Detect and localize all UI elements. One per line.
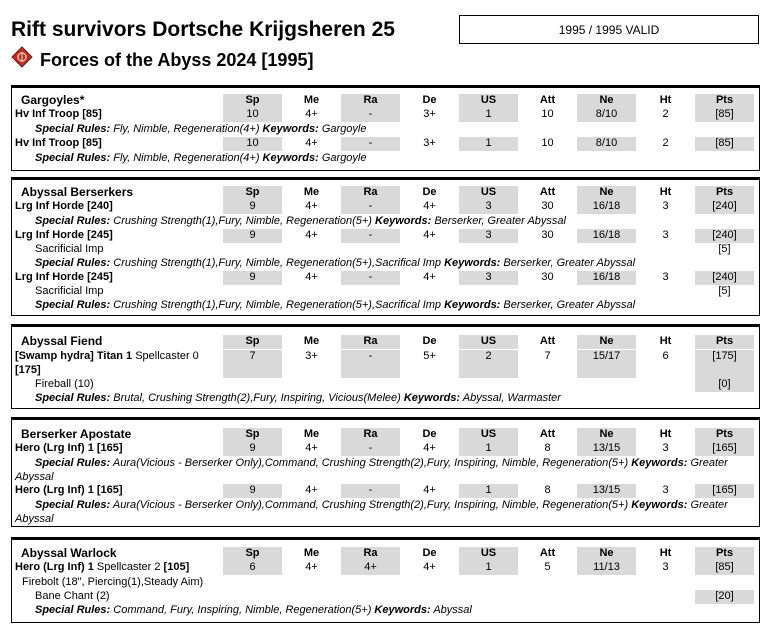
faction-icon bbox=[11, 46, 33, 68]
stat-value-att: 10 bbox=[541, 108, 554, 120]
stat-header-pts: Pts bbox=[695, 94, 754, 108]
keywords-label: Keywords: bbox=[444, 299, 501, 311]
page-title: Rift survivors Dortsche Krijgsheren 25 bbox=[11, 18, 395, 41]
troop-cost: [175] bbox=[15, 364, 41, 376]
stat-value-de: 5+ bbox=[423, 350, 436, 362]
stat-header-att: Att bbox=[539, 94, 556, 106]
unit-row bbox=[12, 604, 759, 618]
special-rules bbox=[35, 299, 635, 312]
keywords-label: Keywords: bbox=[444, 257, 501, 269]
stat-value-sp: 9 bbox=[223, 442, 282, 456]
stat-value-att: 8 bbox=[544, 442, 551, 454]
unit-block bbox=[11, 177, 760, 316]
troop-name: Hv Inf Troop [85] bbox=[15, 108, 102, 120]
unit-row bbox=[12, 299, 759, 313]
troop-name: Hero (Lrg Inf) 1 [165] bbox=[15, 442, 123, 454]
keywords-label: Keywords: bbox=[262, 152, 319, 164]
stat-value-us: 1 bbox=[459, 108, 518, 122]
stat-value-ra: - bbox=[341, 137, 400, 151]
upgrade-cost: [5] bbox=[718, 243, 731, 255]
stat-value-ra: - bbox=[341, 200, 400, 214]
troop-name: Hero (Lrg Inf) 1 Spellcaster 2 [105] bbox=[15, 561, 190, 573]
stat-value-ra: - bbox=[341, 108, 400, 122]
special-rules-label: Special Rules: bbox=[35, 299, 111, 311]
stat-value-att: 30 bbox=[541, 200, 554, 212]
stat-header-sp: Sp bbox=[223, 547, 282, 561]
unit-name: Abyssal Fiend bbox=[21, 334, 103, 348]
stat-header-sp: Sp bbox=[223, 94, 282, 108]
stat-value-de: 3+ bbox=[423, 108, 436, 120]
stat-header-ht: Ht bbox=[659, 547, 672, 559]
stat-value-me: 4+ bbox=[305, 271, 318, 283]
upgrade-item: Bane Chant (2) bbox=[35, 590, 110, 602]
special-rules bbox=[15, 456, 750, 484]
keywords-text: Berserker, Greater Abyssal bbox=[500, 257, 636, 269]
stat-value-me: 4+ bbox=[305, 108, 318, 120]
upgrade-cost: [5] bbox=[718, 285, 731, 297]
stat-header-ra: Ra bbox=[341, 547, 400, 561]
stat-value-us: 1 bbox=[459, 442, 518, 456]
keywords-text: Gargoyle bbox=[318, 123, 367, 135]
special-rules-label: Special Rules: bbox=[35, 123, 111, 135]
stat-value-de: 4+ bbox=[423, 561, 436, 573]
troop-cost: [105] bbox=[163, 561, 190, 573]
stat-value-pts: [165] bbox=[695, 442, 754, 456]
stat-header-us: US bbox=[459, 94, 518, 108]
special-rules-text: Fly, Nimble, Regeneration(4+) bbox=[110, 123, 263, 135]
unit-row bbox=[12, 590, 759, 604]
stat-header-ra: Ra bbox=[341, 94, 400, 108]
stat-header-us: US bbox=[459, 547, 518, 561]
stat-value-ra: - bbox=[341, 350, 400, 378]
unit-row bbox=[12, 285, 759, 299]
special-rules bbox=[35, 604, 472, 617]
unit-name: Berserker Apostate bbox=[21, 427, 132, 441]
stat-value-pts: [240] bbox=[695, 229, 754, 243]
keywords-text: Abyssal bbox=[430, 604, 472, 616]
stat-header-att: Att bbox=[539, 547, 556, 559]
troop-name: Lrg Inf Horde [245] bbox=[15, 229, 113, 241]
stat-value-ne: 16/18 bbox=[577, 229, 636, 243]
stat-header-sp: Sp bbox=[223, 335, 282, 349]
special-rules-text: Aura(Vicious - Berserker Only),Command, Crushing Strength(2),Fury, Inspiring, Nimble, Regeneration(5+) bbox=[110, 457, 632, 469]
stat-value-ne: 13/15 bbox=[577, 442, 636, 456]
stat-value-me: 3+ bbox=[305, 350, 318, 362]
stat-value-sp: 9 bbox=[223, 229, 282, 243]
upgrade-item: Fireball (10) bbox=[35, 378, 94, 390]
stat-header-de: De bbox=[422, 428, 437, 440]
stat-header-ra: Ra bbox=[341, 186, 400, 200]
troop-name: Lrg Inf Horde [240] bbox=[15, 200, 113, 212]
unit-row bbox=[12, 484, 759, 498]
special-rules-text: Aura(Vicious - Berserker Only),Command, Crushing Strength(2),Fury, Inspiring, Nimble, Regeneration(5+) bbox=[110, 499, 632, 511]
troop-name: [Swamp hydra] Titan 1 Spellcaster 0 bbox=[15, 350, 199, 362]
stat-value-de: 4+ bbox=[423, 442, 436, 454]
special-rules-label: Special Rules: bbox=[35, 257, 111, 269]
special-rules-text: Command, Fury, Inspiring, Nimble, Regeneration(5+) bbox=[110, 604, 375, 616]
keywords-text: Greater Abyssal bbox=[15, 457, 728, 483]
stat-header-me: Me bbox=[303, 186, 320, 198]
spellcaster-level: Spellcaster 2 bbox=[93, 561, 164, 573]
unit-header bbox=[12, 335, 759, 349]
unit-name: Gargoyles* bbox=[21, 93, 85, 107]
stat-header-de: De bbox=[422, 94, 437, 106]
stat-header-us: US bbox=[459, 186, 518, 200]
stat-header-pts: Pts bbox=[695, 547, 754, 561]
unit-row bbox=[12, 271, 759, 285]
stat-header-de: De bbox=[422, 547, 437, 559]
stat-header-ht: Ht bbox=[659, 94, 672, 106]
stat-value-att: 7 bbox=[544, 350, 551, 362]
stat-header-sp: Sp bbox=[223, 186, 282, 200]
stat-value-ne: 11/13 bbox=[577, 561, 636, 575]
stat-value-ra: - bbox=[341, 484, 400, 498]
unit-row bbox=[12, 137, 759, 151]
upgrade-item: Firebolt (18", Piercing(1),Steady Aim) bbox=[22, 576, 204, 588]
unit-header bbox=[12, 94, 759, 108]
upgrade-item: Sacrificial Imp bbox=[35, 243, 104, 255]
stat-value-ht: 3 bbox=[662, 484, 669, 496]
stat-value-ra: - bbox=[341, 271, 400, 285]
stat-value-pts: [240] bbox=[695, 271, 754, 285]
stat-header-me: Me bbox=[303, 428, 320, 440]
stat-value-de: 4+ bbox=[423, 200, 436, 212]
upgrade-cost: [20] bbox=[695, 590, 754, 604]
stat-header-ht: Ht bbox=[659, 186, 672, 198]
stat-value-ne: 8/10 bbox=[577, 108, 636, 122]
stat-header-ht: Ht bbox=[659, 428, 672, 440]
stat-value-us: 1 bbox=[459, 137, 518, 151]
special-rules-text: Brutal, Crushing Strength(2),Fury, Inspiring, Vicious(Melee) bbox=[110, 392, 404, 404]
special-rules-text: Crushing Strength(1),Fury, Nimble, Regeneration(5+),Sacrifical Imp bbox=[110, 299, 445, 311]
unit-row bbox=[12, 561, 759, 575]
stat-value-att: 30 bbox=[541, 229, 554, 241]
stat-value-ne: 13/15 bbox=[577, 484, 636, 498]
stat-header-ne: Ne bbox=[577, 94, 636, 108]
stat-value-ht: 2 bbox=[662, 108, 669, 120]
special-rules bbox=[35, 257, 635, 270]
unit-row bbox=[12, 378, 759, 392]
stat-value-us: 3 bbox=[459, 200, 518, 214]
keywords-label: Keywords: bbox=[403, 392, 461, 404]
stat-value-ht: 3 bbox=[662, 229, 669, 241]
stat-header-sp: Sp bbox=[223, 428, 282, 442]
keywords-label: Keywords: bbox=[262, 123, 319, 135]
stat-value-ne: 15/17 bbox=[577, 350, 636, 378]
unit-block bbox=[11, 417, 760, 527]
unit-row bbox=[12, 576, 759, 590]
stat-header-pts: Pts bbox=[695, 428, 754, 442]
stat-value-sp: 10 bbox=[223, 137, 282, 151]
stat-value-ht: 2 bbox=[662, 137, 669, 149]
unit-row bbox=[12, 123, 759, 137]
stat-header-att: Att bbox=[539, 335, 556, 347]
keywords-text: Greater Abyssal bbox=[15, 499, 728, 525]
unit-block bbox=[11, 537, 760, 623]
unit-header bbox=[12, 428, 759, 442]
special-rules-label: Special Rules: bbox=[35, 499, 111, 511]
stat-header-us: US bbox=[459, 335, 518, 349]
unit-row bbox=[12, 243, 759, 257]
troop-name: Hero (Lrg Inf) 1 [165] bbox=[15, 484, 123, 496]
stat-header-ra: Ra bbox=[341, 428, 400, 442]
keywords-text: Abyssal, Warmaster bbox=[460, 392, 561, 404]
stat-value-us: 2 bbox=[459, 350, 518, 378]
unit-row bbox=[12, 498, 759, 526]
stat-value-us: 1 bbox=[459, 484, 518, 498]
special-rules-label: Special Rules: bbox=[35, 152, 111, 164]
special-rules bbox=[35, 152, 367, 165]
unit-row bbox=[12, 350, 759, 376]
unit-row bbox=[12, 215, 759, 229]
stat-value-us: 1 bbox=[459, 561, 518, 575]
unit-row bbox=[12, 152, 759, 166]
stat-value-ra: 4+ bbox=[341, 561, 400, 575]
stat-value-me: 4+ bbox=[305, 442, 318, 454]
validity-status: 1995 / 1995 VALID bbox=[459, 15, 759, 44]
stat-header-pts: Pts bbox=[695, 186, 754, 200]
stat-value-ht: 6 bbox=[662, 350, 669, 362]
stat-header-ra: Ra bbox=[341, 335, 400, 349]
stat-header-att: Att bbox=[539, 186, 556, 198]
spellcaster-level: Spellcaster 0 bbox=[132, 350, 199, 362]
stat-value-de: 4+ bbox=[423, 271, 436, 283]
unit-row bbox=[12, 257, 759, 271]
unit-block bbox=[11, 85, 760, 171]
upgrade-cost: [0] bbox=[695, 378, 754, 392]
stat-value-ra: - bbox=[341, 229, 400, 243]
keywords-label: Keywords: bbox=[631, 457, 688, 469]
stat-value-ne: 16/18 bbox=[577, 271, 636, 285]
upgrade-item: Sacrificial Imp bbox=[35, 285, 104, 297]
stat-value-pts: [175] bbox=[695, 350, 754, 378]
stat-header-me: Me bbox=[303, 94, 320, 106]
stat-value-att: 10 bbox=[541, 137, 554, 149]
troop-name: Hv Inf Troop [85] bbox=[15, 137, 102, 149]
stat-value-pts: [85] bbox=[695, 108, 754, 122]
stat-header-de: De bbox=[422, 335, 437, 347]
stat-value-sp: 7 bbox=[223, 350, 282, 378]
stat-value-ra: - bbox=[341, 442, 400, 456]
stat-value-ht: 3 bbox=[662, 561, 669, 573]
stat-value-sp: 9 bbox=[223, 271, 282, 285]
stat-value-pts: [85] bbox=[695, 561, 754, 575]
unit-row bbox=[12, 200, 759, 214]
stat-header-ne: Ne bbox=[577, 335, 636, 349]
stat-value-ht: 3 bbox=[662, 200, 669, 212]
keywords-label: Keywords: bbox=[374, 604, 431, 616]
unit-block bbox=[11, 324, 760, 409]
unit-row bbox=[12, 229, 759, 243]
troop-name: Lrg Inf Horde [245] bbox=[15, 271, 113, 283]
special-rules-label: Special Rules: bbox=[35, 604, 111, 616]
stat-header-de: De bbox=[422, 186, 437, 198]
unit-name: Abyssal Berserkers bbox=[21, 185, 134, 199]
keywords-text: Berserker, Greater Abyssal bbox=[500, 299, 636, 311]
keywords-text: Gargoyle bbox=[318, 152, 367, 164]
stat-value-me: 4+ bbox=[305, 229, 318, 241]
special-rules-label: Special Rules: bbox=[35, 457, 111, 469]
stat-header-ne: Ne bbox=[577, 547, 636, 561]
stat-value-us: 3 bbox=[459, 271, 518, 285]
special-rules-label: Special Rules: bbox=[35, 215, 111, 227]
stat-value-sp: 6 bbox=[223, 561, 282, 575]
stat-value-de: 4+ bbox=[423, 484, 436, 496]
stat-value-att: 30 bbox=[541, 271, 554, 283]
stat-value-ne: 8/10 bbox=[577, 137, 636, 151]
stat-value-pts: [85] bbox=[695, 137, 754, 151]
stat-value-me: 4+ bbox=[305, 137, 318, 149]
unit-row bbox=[12, 108, 759, 122]
stat-value-ne: 16/18 bbox=[577, 200, 636, 214]
stat-value-me: 4+ bbox=[305, 200, 318, 212]
stat-value-ht: 3 bbox=[662, 442, 669, 454]
stat-value-ht: 3 bbox=[662, 271, 669, 283]
unit-row bbox=[12, 392, 759, 406]
stat-value-de: 3+ bbox=[423, 137, 436, 149]
stat-header-ht: Ht bbox=[659, 335, 672, 347]
stat-header-pts: Pts bbox=[695, 335, 754, 349]
army-title: Forces of the Abyss 2024 [1995] bbox=[40, 50, 314, 70]
keywords-text: Berserker, Greater Abyssal bbox=[431, 215, 566, 227]
stat-value-de: 4+ bbox=[423, 229, 436, 241]
stat-value-sp: 10 bbox=[223, 108, 282, 122]
special-rules bbox=[35, 392, 561, 405]
stat-header-att: Att bbox=[539, 428, 556, 440]
unit-header bbox=[12, 186, 759, 200]
stat-value-pts: [240] bbox=[695, 200, 754, 214]
special-rules-text: Crushing Strength(1),Fury, Nimble, Regeneration(5+),Sacrifical Imp bbox=[110, 257, 445, 269]
stat-header-ne: Ne bbox=[577, 186, 636, 200]
stat-value-sp: 9 bbox=[223, 200, 282, 214]
special-rules-text: Fly, Nimble, Regeneration(4+) bbox=[110, 152, 263, 164]
stat-header-us: US bbox=[459, 428, 518, 442]
stat-value-sp: 9 bbox=[223, 484, 282, 498]
unit-row bbox=[12, 456, 759, 484]
unit-name: Abyssal Warlock bbox=[21, 546, 117, 560]
special-rules-text: Crushing Strength(1),Fury, Nimble, Regeneration(5+) bbox=[110, 215, 376, 227]
unit-header bbox=[12, 547, 759, 561]
unit-row bbox=[12, 442, 759, 456]
stat-header-me: Me bbox=[303, 547, 320, 559]
stat-value-us: 3 bbox=[459, 229, 518, 243]
keywords-label: Keywords: bbox=[375, 215, 432, 227]
stat-header-me: Me bbox=[303, 335, 320, 347]
special-rules bbox=[15, 498, 750, 526]
special-rules bbox=[35, 123, 367, 136]
special-rules-label: Special Rules: bbox=[35, 392, 111, 404]
stat-value-pts: [165] bbox=[695, 484, 754, 498]
stat-value-me: 4+ bbox=[305, 561, 318, 573]
stat-value-att: 5 bbox=[544, 561, 551, 573]
stat-value-att: 8 bbox=[544, 484, 551, 496]
stat-header-ne: Ne bbox=[577, 428, 636, 442]
keywords-label: Keywords: bbox=[631, 499, 688, 511]
special-rules bbox=[35, 215, 566, 228]
stat-value-me: 4+ bbox=[305, 484, 318, 496]
